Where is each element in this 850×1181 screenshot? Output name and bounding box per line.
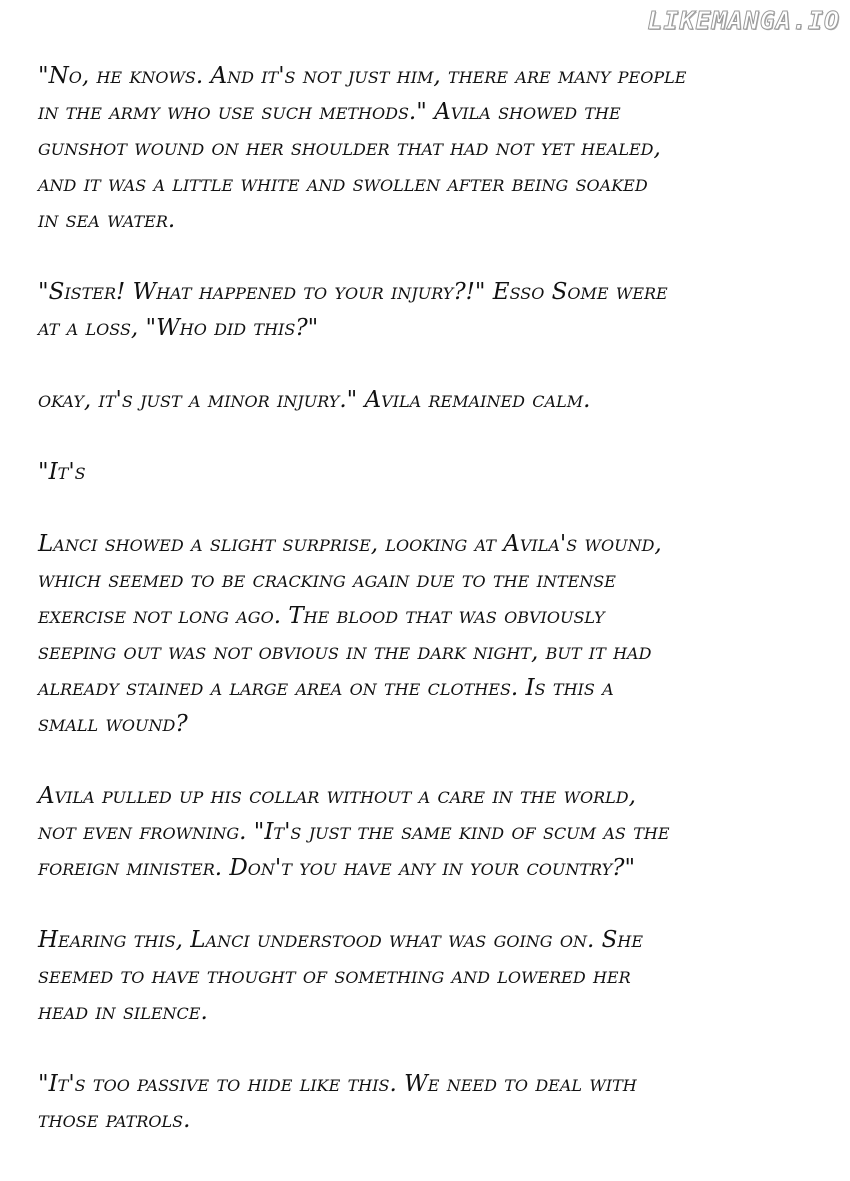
paragraph: Avila pulled up his collar without a care in the world, not even frowning. "It's just the same kind of scum as the foreign minister. Don't you have any in your country?": [38, 783, 670, 881]
paragraph: "No, he knows. And it's not just him, there are many people in the army who use such methods." Avila showed the gunshot wound on her shoulder that had not yet healed, and it was a little white and swollen after being soaked in sea water.: [38, 63, 687, 233]
paragraph: okay, it's just a minor injury." Avila remained calm.: [38, 387, 591, 413]
paragraph: "Sister! What happened to your injury?!" Esso Some were at a loss, "Who did this?": [38, 279, 668, 341]
paragraph: "It's: [38, 459, 86, 485]
paragraph: Hearing this, Lanci understood what was going on. She seemed to have thought of something and lowered her head in silence.: [38, 927, 644, 1025]
site-watermark: LIKEMANGA.IO: [647, 6, 840, 35]
paragraph: "It's too passive to hide like this. We need to deal with those patrols.: [38, 1071, 637, 1133]
paragraph: Lanci showed a slight surprise, looking at Avila's wound, which seemed to be cracking again due to the intense exercise not long ago. The blood that was obviously seeping out was not obvious in the dark night, but it had already stained a large area on the clothes. Is this a small wound?: [38, 531, 662, 737]
